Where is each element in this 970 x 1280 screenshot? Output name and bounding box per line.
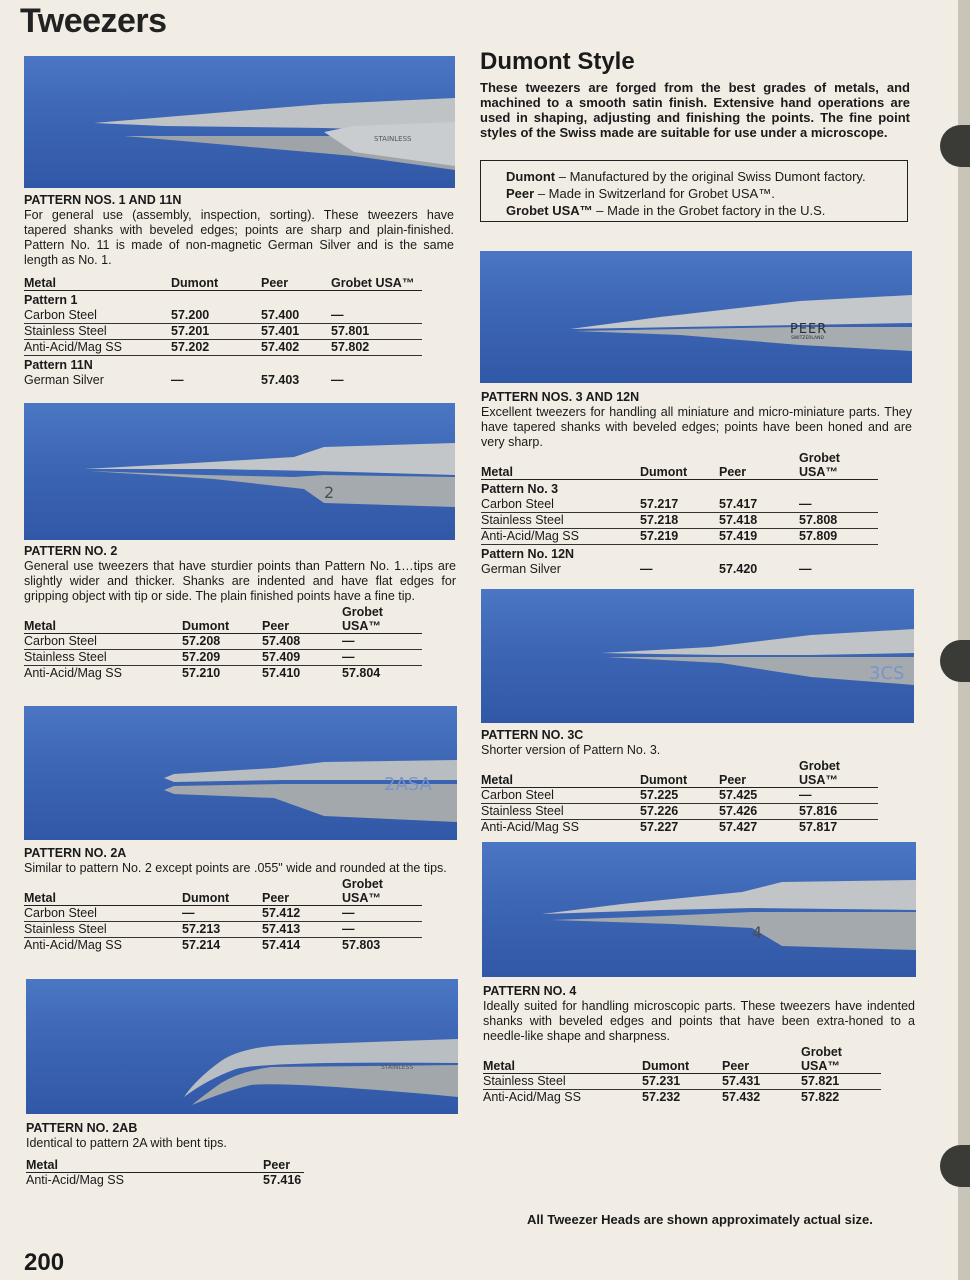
table-row: Anti-Acid/Mag SS 57.416: [26, 1173, 302, 1187]
stamp-text: 2: [324, 483, 335, 502]
table-row: Carbon Steel — 57.412 —: [24, 906, 422, 922]
table-header: Metal Dumont Peer Grobet USA™: [483, 1045, 881, 1074]
table-row: Stainless Steel 57.209 57.409 —: [24, 650, 422, 666]
binder-hole: [940, 1145, 970, 1187]
page-number: 200: [24, 1249, 65, 1276]
table-row: Carbon Steel 57.217 57.417 —: [481, 497, 878, 513]
stamp-subtext: SWITZERLAND: [791, 336, 824, 341]
table-row: Stainless Steel 57.201 57.401 57.801: [24, 324, 422, 340]
binder-hole: [940, 125, 970, 167]
pattern-description: Shorter version of Pattern No. 3.: [481, 743, 661, 757]
pattern-1-block: [24, 193, 454, 388]
table-row: German Silver — 57.420 —: [481, 562, 812, 576]
pattern-title: PATTERN NO. 2: [24, 544, 118, 558]
pattern-4-block: [483, 984, 915, 1105]
table-row: Stainless Steel 57.231 57.431 57.821: [483, 1074, 881, 1090]
section-intro: These tweezers are forged from the best grades of metals, and machined to a smooth satin finish. Extensive hand operations are used in shaping, adjusting and finishing the points. The fine point styles of the Swiss made are suitable for use under a microscope.: [480, 80, 910, 140]
table-row: Stainless Steel 57.213 57.413 —: [24, 922, 422, 938]
footer-note: All Tweezer Heads are shown approximately actual size.: [527, 1212, 873, 1227]
spec-table: [481, 759, 878, 835]
tweezer-photo-pattern-3: [480, 251, 912, 383]
section-title: Dumont Style: [480, 48, 635, 75]
tweezer-photo-pattern-3c: [481, 589, 914, 723]
tweezer-photo-pattern-2a: [24, 706, 457, 840]
pattern-description: Similar to pattern No. 2 except points are .055" wide and rounded at the tips.: [24, 861, 447, 875]
table-header: Metal Dumont Peer Grobet USA™: [24, 605, 422, 634]
pattern-2-block: [24, 544, 456, 681]
pattern-title: PATTERN NO. 4: [483, 984, 577, 998]
table-row: Carbon Steel 57.200 57.400 —: [24, 308, 422, 324]
tweezer-photo-pattern-2: [24, 403, 455, 540]
binder-hole: [940, 640, 970, 682]
pattern-title: PATTERN NO. 2AB: [26, 1121, 138, 1135]
table-header: Metal Dumont Peer Grobet USA™: [24, 877, 422, 906]
table-row: Carbon Steel 57.225 57.425 —: [481, 788, 878, 804]
table-row: German Silver — 57.403 —: [24, 373, 344, 387]
table-header: Metal Dumont Peer Grobet USA™: [481, 451, 878, 480]
stamp-text: 4: [752, 923, 763, 942]
pattern-title: PATTERN NO. 3C: [481, 728, 584, 742]
table-row: Stainless Steel 57.218 57.418 57.808: [481, 513, 878, 529]
spec-table: [483, 1045, 881, 1105]
pattern-2ab-block: [26, 1121, 456, 1188]
table-row: Carbon Steel 57.208 57.408 —: [24, 634, 422, 650]
table-header: Metal Peer: [26, 1152, 304, 1173]
spec-table: [24, 270, 422, 388]
spec-table: [26, 1152, 304, 1188]
brand-info-box: [480, 160, 908, 222]
tweezer-photo-pattern-2ab: [26, 979, 458, 1114]
table-row: Anti-Acid/Mag SS 57.202 57.402 57.802: [24, 340, 422, 356]
stamp-text: STAINLESS: [374, 135, 412, 143]
group-label: Pattern No. 12N: [481, 547, 575, 561]
tweezer-photo-pattern-4: [482, 842, 916, 977]
pattern-3-block: [481, 390, 912, 577]
tweezer-photo-pattern-1: [24, 56, 455, 188]
stamp-text: 3CS: [869, 663, 905, 684]
table-header: Metal Dumont Peer Grobet USA™: [24, 270, 422, 291]
pattern-3c-block: [481, 728, 912, 835]
table-row: Anti-Acid/Mag SS 57.210 57.410 57.804: [24, 666, 381, 680]
spec-table: [481, 451, 878, 577]
table-row: Anti-Acid/Mag SS 57.232 57.432 57.822: [483, 1090, 840, 1104]
group-label: Pattern 11N: [24, 358, 93, 372]
spec-table: [24, 605, 422, 681]
group-label: Pattern 1: [24, 293, 78, 307]
brand-line: Grobet USA™ – Made in the Grobet factory in the U.S.: [506, 203, 826, 218]
stamp-text: 2ASA: [384, 774, 432, 795]
stamp-text: STAINLESS: [381, 1064, 414, 1071]
table-header: Metal Dumont Peer Grobet USA™: [481, 759, 878, 788]
pattern-description: Ideally suited for handling microscopic parts. These tweezers have indented shanks with beveled edges and points that have been extra-honed to a needle-like shape and sharpness.: [483, 999, 915, 1043]
spec-table: [24, 877, 422, 953]
table-row: Anti-Acid/Mag SS 57.227 57.427 57.817: [481, 820, 838, 834]
table-row: Anti-Acid/Mag SS 57.214 57.414 57.803: [24, 938, 381, 952]
pattern-description: Excellent tweezers for handling all miniature and micro-miniature parts. They have tapered shanks with beveled edges; points have been honed and are very sharp.: [481, 405, 912, 449]
brand-line: Dumont – Manufactured by the original Swiss Dumont factory.: [506, 169, 866, 184]
brand-line: Peer – Made in Switzerland for Grobet USA™.: [506, 186, 775, 201]
stamp-text: PEER: [790, 322, 828, 337]
pattern-title: PATTERN NOS. 1 AND 11N: [24, 193, 182, 207]
table-row: Anti-Acid/Mag SS 57.219 57.419 57.809: [481, 529, 878, 545]
pattern-description: For general use (assembly, inspection, sorting). These tweezers have tapered shanks with beveled edges; points are sharp and plain-finished. Pattern No. 11 is made of non-magnetic German Silver and is the same length as No. 1.: [24, 208, 454, 267]
pattern-description: General use tweezers that have sturdier points than Pattern No. 1…tips are slightly wider and thicker. Shanks are indented and have flat edges for gripping object with tip or side. The plain finished points have a fine tip.: [24, 559, 456, 603]
pattern-description: Identical to pattern 2A with bent tips.: [26, 1136, 227, 1150]
pattern-title: PATTERN NO. 2A: [24, 846, 127, 860]
group-label: Pattern No. 3: [481, 482, 559, 496]
page-title: Tweezers: [20, 2, 167, 40]
pattern-title: PATTERN NOS. 3 AND 12N: [481, 390, 640, 404]
pattern-2a-block: [24, 846, 457, 953]
table-row: Stainless Steel 57.226 57.426 57.816: [481, 804, 878, 820]
